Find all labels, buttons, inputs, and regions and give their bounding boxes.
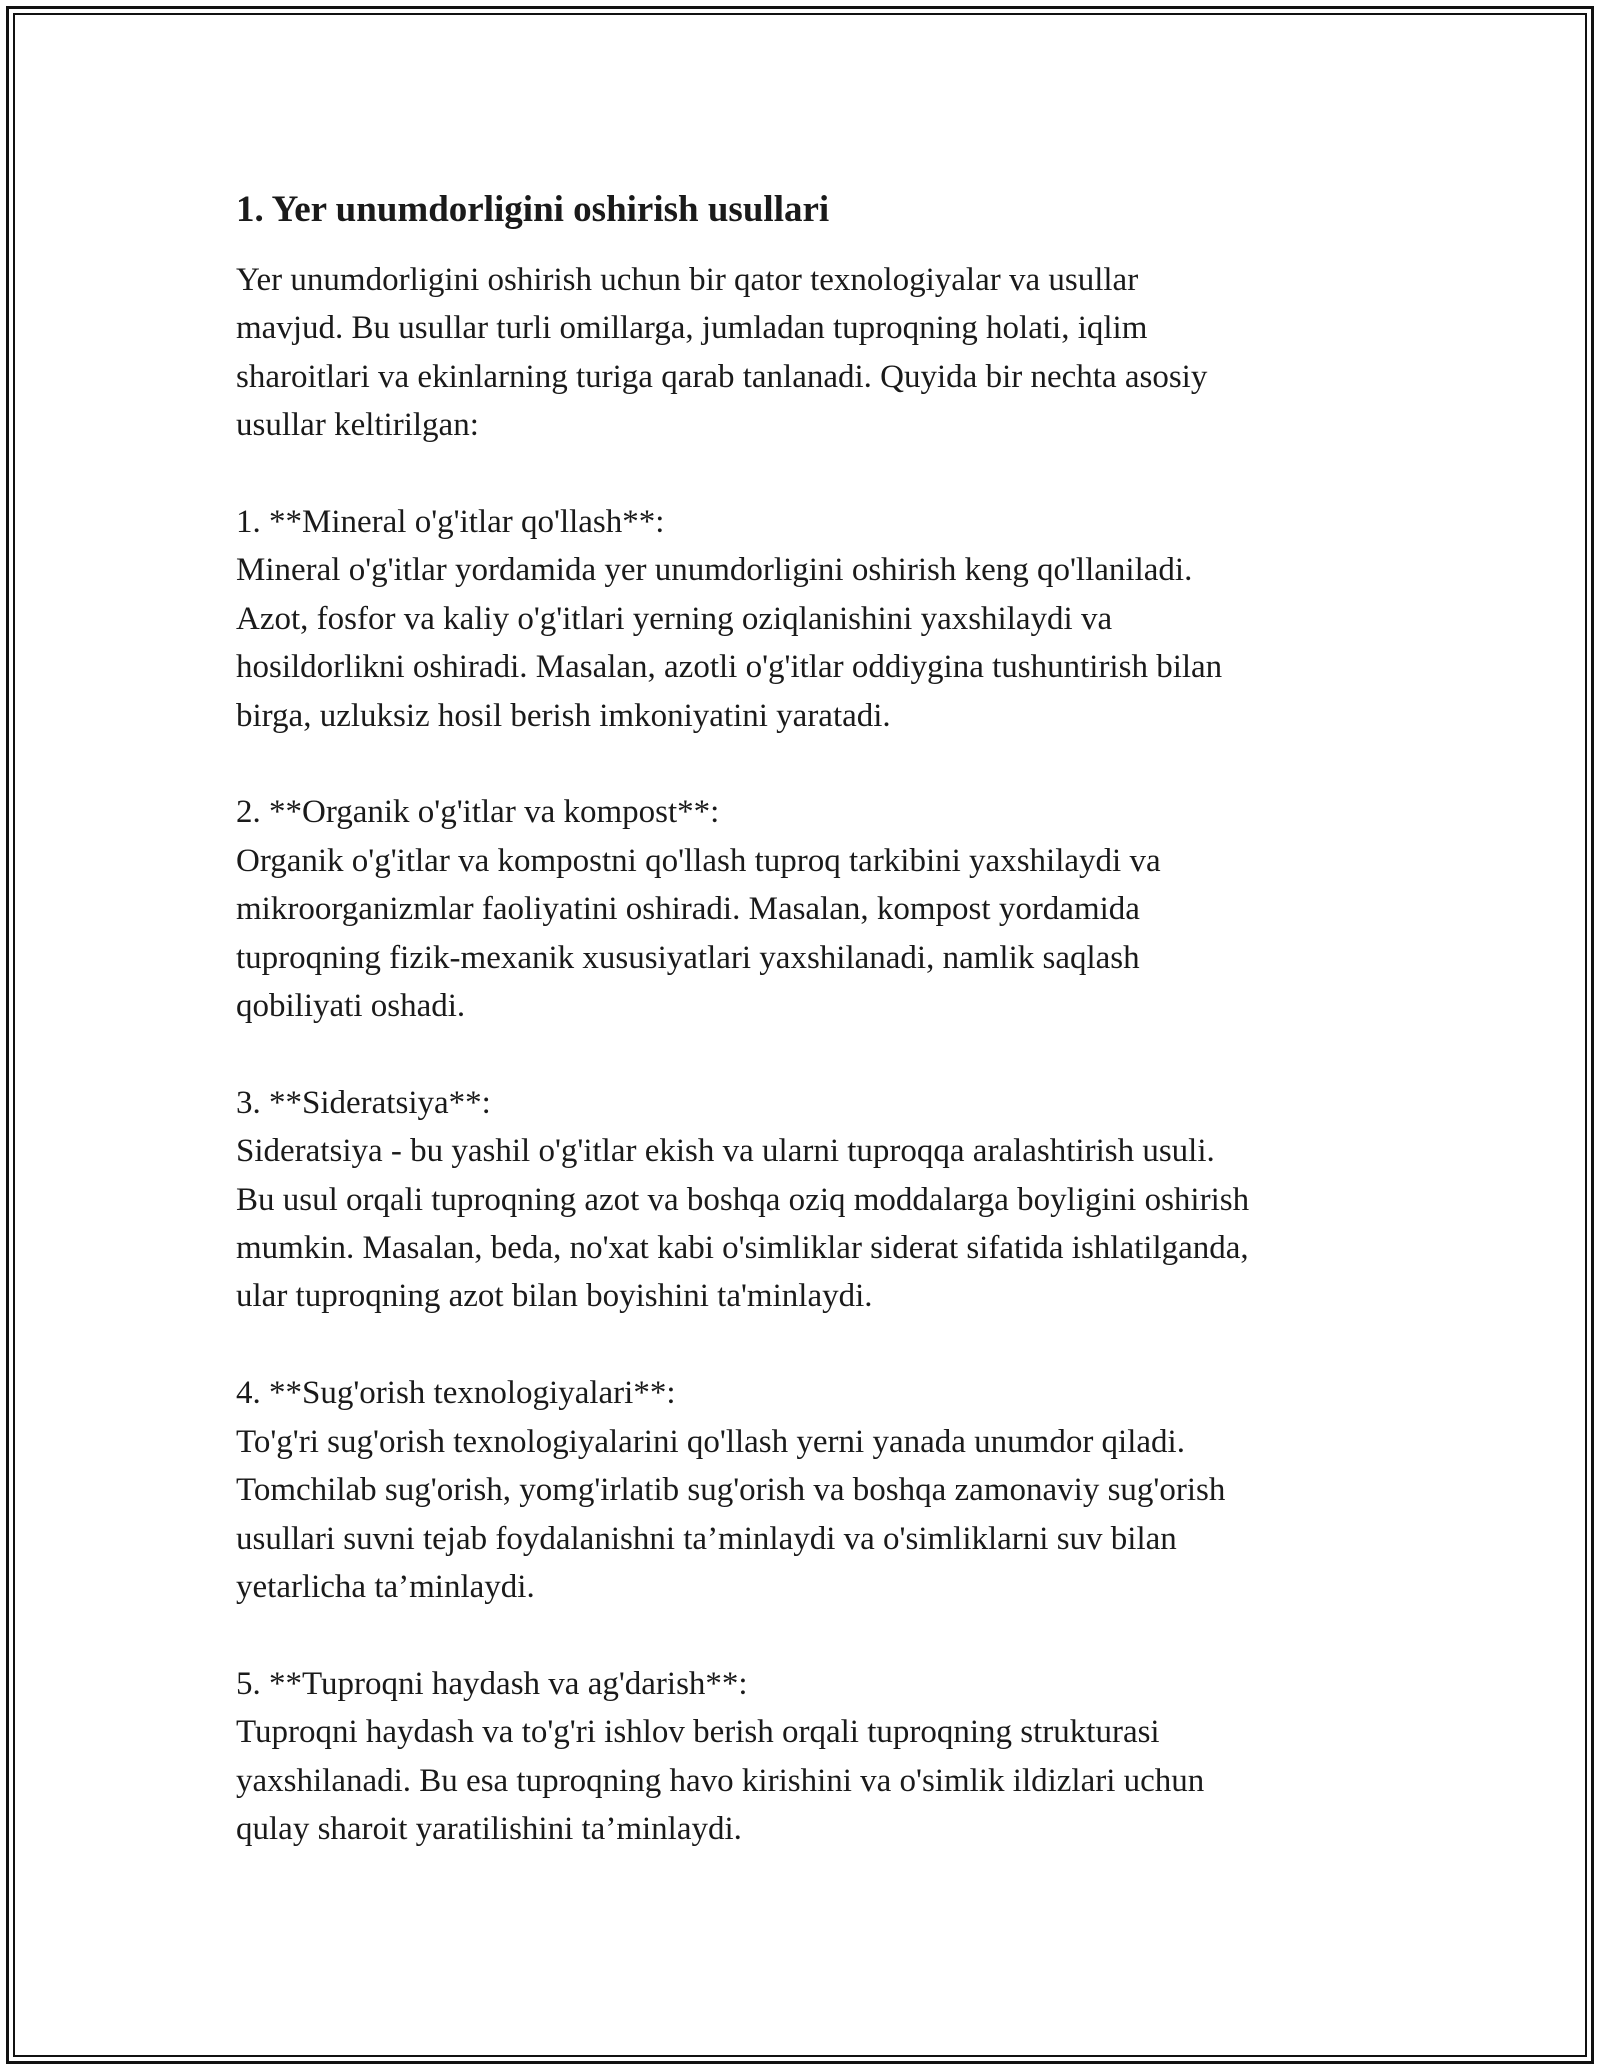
- intro-paragraph: Yer unumdorligini oshirish uchun bir qator texnologiyalar va usullar mavjud. Bu usullar turli omillarga, jumladan tuproqning holati, iqlim sharoitlari va ekinlarning turiga qarab tanlanadi. Quyida bir nechta asosiy usullar keltirilgan:: [236, 262, 1208, 444]
- section-2-body: Organik o'g'itlar va kompostni qo'llash tuproq tarkibini yaxshilaydi va mikroorganizmlar faoliyatini oshiradi. Masalan, kompost yordamida tuproqning fizik-mexanik xususiyatlari yaxshilanadi, namlik saqlash qobiliyati oshadi.: [236, 842, 1161, 1025]
- section-2-heading: 2. **Organik o'g'itlar va kompost**:: [236, 794, 720, 831]
- section-1-heading: 1. **Mineral o'g'itlar qo'llash**:: [236, 504, 665, 541]
- section-4-body: To'g'ri sug'orish texnologiyalarini qo'llash yerni yanada unumdor qiladi. Tomchilab sug'orish, yomg'irlatib sug'orish va boshqa zamonaviy sug'orish usullari suvni tejab foydalanishni ta’minlaydi va o'simliklarni suv bilan yetarlicha ta’minlaydi.: [236, 1423, 1226, 1605]
- section-3-heading: 3. **Sideratsiya**:: [236, 1084, 491, 1121]
- paragraph-gap: [236, 1030, 1386, 1078]
- section-1-body: Mineral o'g'itlar yordamida yer unumdorligini oshirish keng qo'llaniladi. Azot, fosfor va kaliy o'g'itlari yerning oziqlanishini yaxshilaydi va hosildorlikni oshiradi. Masalan, azotli o'g'itlar oddiygina tushuntirish bilan birga, uzluksiz hosil berish imkoniyatini yaratadi.: [236, 552, 1223, 734]
- document-content: [236, 186, 1386, 1853]
- document-title: 1. Yer unumdorligini oshirish usullari: [236, 189, 830, 230]
- paragraph-gap: [236, 1321, 1386, 1369]
- paragraph-gap: [236, 740, 1386, 788]
- section-4-heading: 4. **Sug'orish texnologiyalari**:: [236, 1375, 676, 1412]
- section-3-body: Sideratsiya - bu yashil o'g'itlar ekish va ularni tuproqqa aralashtirish usuli. Bu usul orqali tuproqning azot va boshqa oziq moddalarga boyligini oshirish mumkin. Masalan, beda, no'xat kabi o'simliklar siderat sifatida ishlatilganda, ular tuproqning azot bilan boyishini ta'minlaydi.: [236, 1133, 1250, 1315]
- section-5-body: Tuproqni haydash va to'g'ri ishlov berish orqali tuproqning strukturasi yaxshilanadi. Bu esa tuproqning havo kirishini va o'simlik ildizlari uchun qulay sharoit yaratilishini ta’minlaydi.: [236, 1714, 1205, 1847]
- section-5-heading: 5. **Tuproqni haydash va ag'darish**:: [236, 1665, 748, 1702]
- paragraph-gap: [236, 450, 1386, 498]
- paragraph-gap: [236, 1611, 1386, 1659]
